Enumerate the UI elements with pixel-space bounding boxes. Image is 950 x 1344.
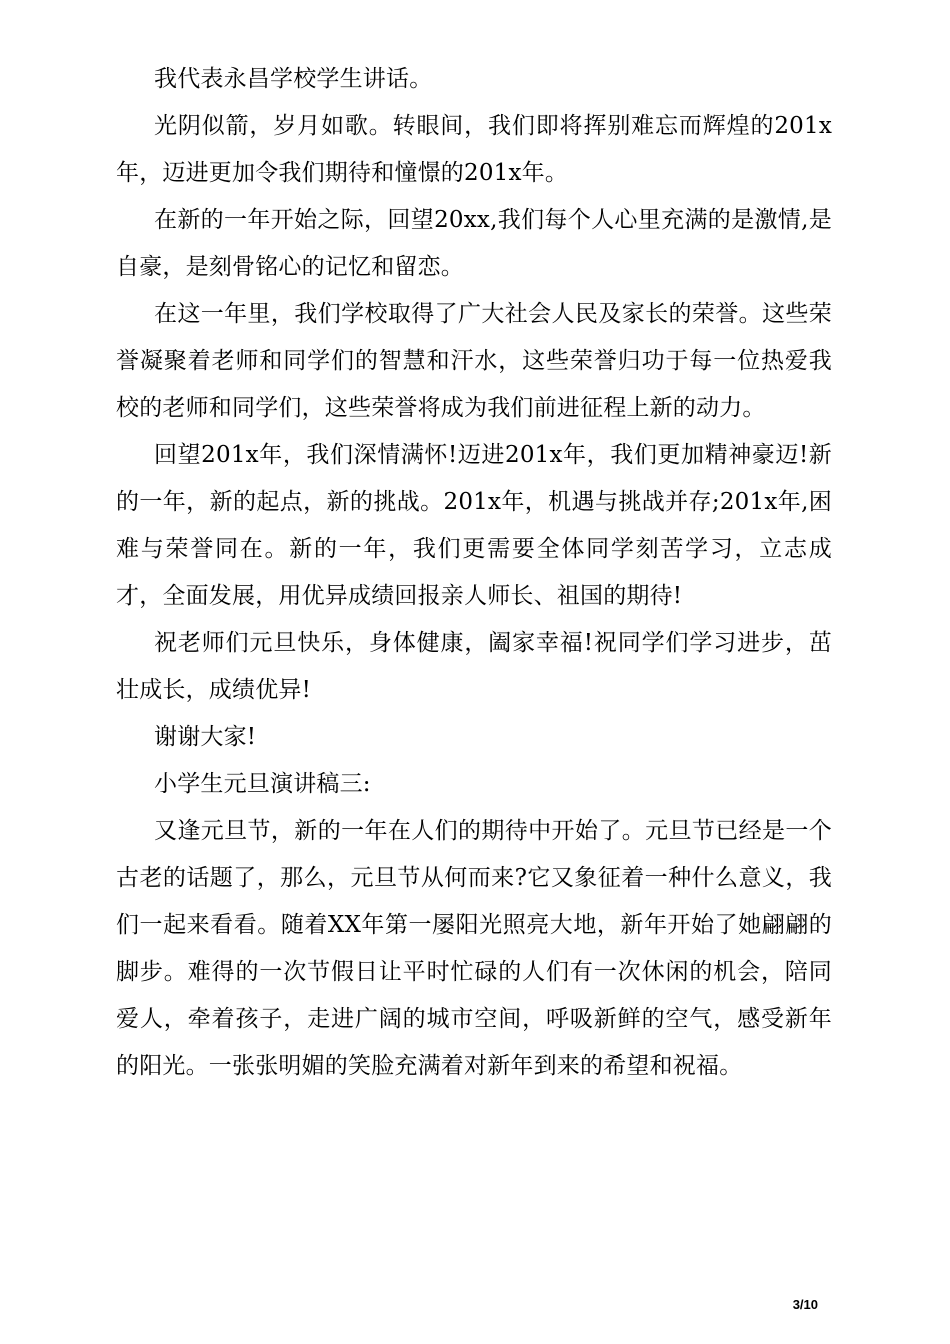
paragraph-2: 光阴似箭，岁月如歌。转眼间，我们即将挥别难忘而辉煌的201x年，迈进更加令我们期待和憧憬的201x年。 [116,113,832,186]
paragraph-8: 又逢元旦节，新的一年在人们的期待中开始了。元旦节已经是一个古老的话题了，那么，元旦节从何而来?它又象征着一种什么意义，我们一起来看看。随着XX年第一屡阳光照亮大地，新年开始了她翩翩的脚步。难得的一次节假日让平时忙碌的人们有一次休闲的机会，陪同爱人，牵着孩子，走进广阔的城市空间，呼吸新鲜的空气，感受新年的阳光。一张张明媚的笑脸充满着对新年到来的希望和祝福。 [116,818,832,1079]
page-number: 3/10 [792,1297,818,1312]
paragraph-7: 谢谢大家! [154,724,257,750]
paragraph-6: 祝老师们元旦快乐，身体健康，阖家幸福!祝同学们学习进步，茁壮成长，成绩优异! [116,630,832,703]
paragraph-4: 在这一年里，我们学校取得了广大社会人民及家长的荣誉。这些荣誉凝聚着老师和同学们的智慧和汗水，这些荣誉归功于每一位热爱我校的老师和同学们，这些荣誉将成为我们前进征程上新的动力。 [116,301,832,421]
section-heading: 小学生元旦演讲稿三: [154,771,371,797]
document-body [116,56,832,1090]
paragraph-3: 在新的一年开始之际，回望20xx,我们每个人心里充满的是激情,是自豪，是刻骨铭心的记忆和留恋。 [116,207,832,280]
paragraph-1: 我代表永昌学校学生讲话。 [154,66,433,92]
paragraph-5: 回望201x年，我们深情满怀!迈进201x年，我们更加精神豪迈!新的一年，新的起点，新的挑战。201x年，机遇与挑战并存;201x年,困难与荣誉同在。新的一年，我们更需要全体同学刻苦学习，立志成才，全面发展，用优异成绩回报亲人师长、祖国的期待! [116,442,832,609]
